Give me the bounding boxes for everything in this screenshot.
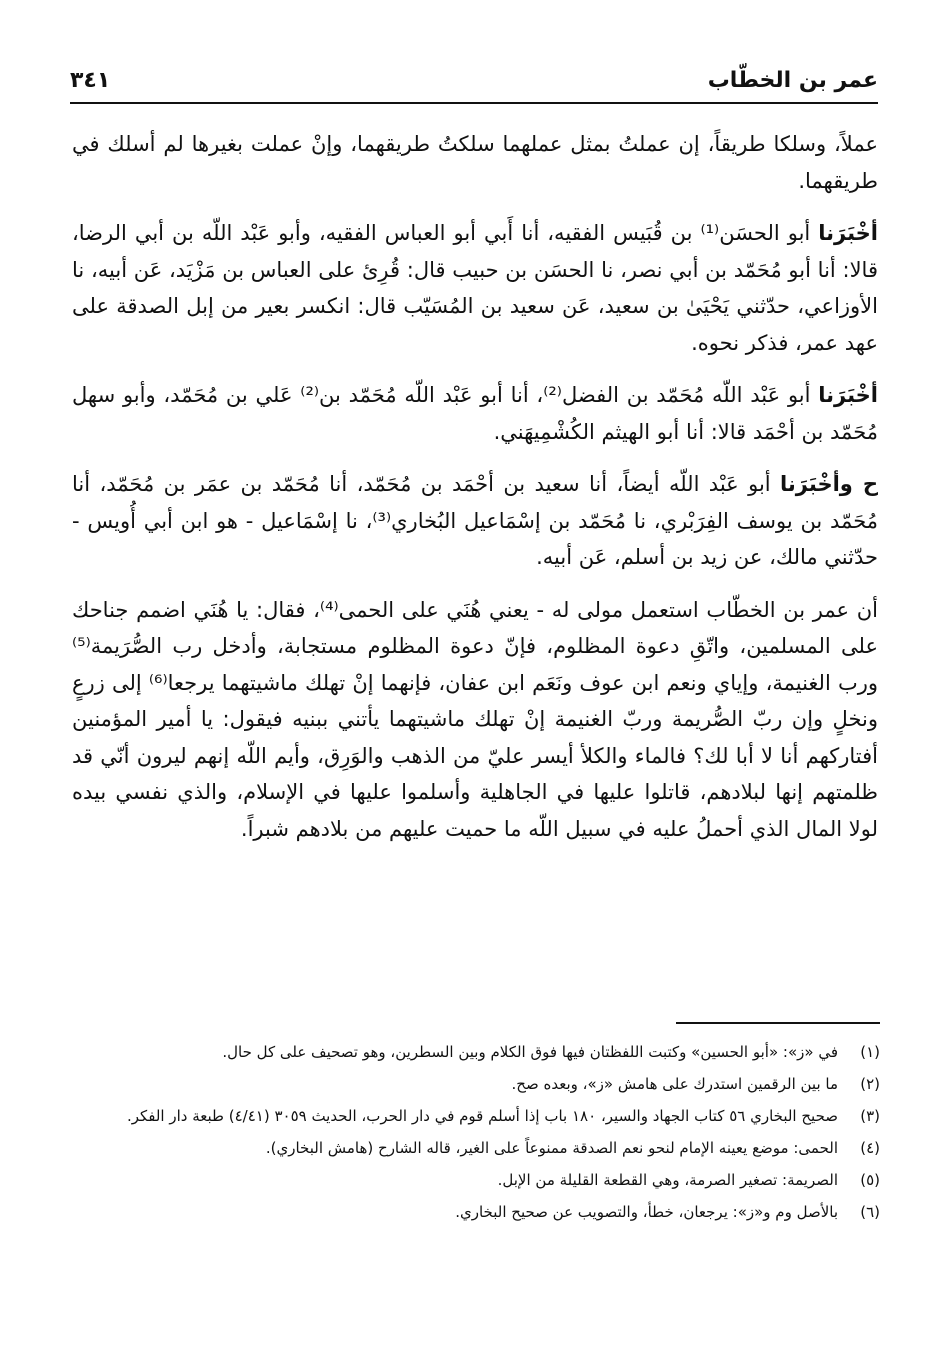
footnote [90,1200,880,1225]
footnote [90,1040,880,1065]
footnotes [90,1040,880,1232]
footnote-number: (٥) [860,1171,880,1189]
paragraph-lead: أخْبَرَنا [818,221,879,245]
footnote-text: الحمى: موضع يعينه الإمام لنحو نعم الصدقة ممنوعاً على الغير، قاله الشارح (هامش البخاري). [265,1139,838,1157]
paragraph-text: أن عمر بن الخطّاب استعمل مولى له - يعني هُنَي على الحمى⁽⁴⁾، فقال: يا هُنَي اضمم جناحك على المسلمين، واتّقِ دعوة المظلوم، فإنّ دعوة المظلوم مستجابة، وأدخل رب الصُّرَيمة⁽⁵⁾ ورب الغنيمة، وإياي ونعم ابن عوف ونَعَم ابن عفان، فإنهما إنْ تهلك ماشيتهما يرجعا⁽⁶⁾ إلى زرعٍ ونخلٍ وإن ربّ الصُّريمة وربّ الغنيمة إنْ تهلك ماشيتهما يأتني ببنيه فيقول: يا أمير المؤمنين أفتاركهم أنا لا أبا لك؟ فالماء والكلأ أيسر عليّ من الذهب والوَرِق، وأيم اللّه إنهم ليرون أنّي قد ظلمتهم إنها لبلادهم، قاتلوا عليها في الجاهلية وأسلموا عليها في الإسلام، والذي نفسي بيده لولا المال الذي أحملُ عليه في سبيل اللّه ما حميت عليهم من بلادهم شبراً. [72,597,878,841]
footnote-number: (٦) [860,1203,880,1221]
footnote-text: صحيح البخاري ٥٦ كتاب الجهاد والسير، ١٨٠ باب إذا أسلم قوم في دار الحرب، الحديث ٣٠٥٩ (٤/٤١) طبعة دار الفكر. [126,1107,838,1125]
paragraph-lead: ح وأخْبَرَنا [780,472,878,496]
main-text [72,126,878,847]
page-header [70,60,878,104]
paragraph [72,215,878,361]
paragraph-text: أبو عَبْد اللّه أيضاً، أنا سعيد بن أحْمَد بن مُحَمّد، أنا مُحَمّد بن عمَر بن مُحَمّد، أنا مُحَمّد بن يوسف الفِرَبْري، نا مُحَمّد بن إسْمَاعيل البُخاري⁽³⁾، نا إسْمَاعيل - هو ابن أبي أُويس - حدّثني مالك، عن زيد بن أسلم، عَن أبيه. [72,472,878,569]
footnote-text: بالأصل وم و«ز»: يرجعان، خطأ، والتصويب عن صحيح البخاري. [455,1203,838,1221]
footnote [90,1136,880,1161]
paragraph [72,592,878,848]
paragraph [72,466,878,576]
footnote-text: الصريمة: تصغير الصرمة، وهي القطعة القليلة من الإبل. [497,1171,838,1189]
footnote-divider [676,1022,880,1024]
paragraph [72,126,878,199]
paragraph [72,377,878,450]
paragraph-text: أبو عَبْد اللّه مُحَمّد بن الفضل⁽²⁾، أنا أبو عَبْد اللّه مُحَمّد بن⁽²⁾ عَلي بن مُحَمّد، وأبو سهل مُحَمّد بن أحْمَد قالا: أنا أبو الهيثم الكُشْمِيهَني. [72,383,878,444]
paragraph-text: عملاً، وسلكا طريقاً، إن عملتُ بمثل عملهما سلكتُ طريقهما، وإنْ عملت بغيرها لم أسلك في طريقهما. [72,132,878,193]
paragraph-lead: أخْبَرَنا [818,383,878,407]
running-title: عمر بن الخطّاب [707,68,878,93]
footnote-text: في «ز»: «أبو الحسين» وكتبت اللفظتان فيها فوق الكلام وبين السطرين، وهو تصحيف على كل حال. [222,1043,838,1061]
footnote [90,1104,880,1129]
paragraph-text: أبو الحسَن⁽¹⁾ بن قُبَيس الفقيه، أنا أَبي أبو العباس الفقيه، وأبو عَبْد اللّه بن أبي الرضا، قالا: أنا أبو مُحَمّد بن أبي نصر، نا الحسَن بن حبيب قال: قُرِئ على العباس بن مَزْيَد، عَن أبيه، نا الأوزاعي، حدّثني يَحْيَىٰ بن سعيد، عَن سعيد بن المُسَيّب قال: انكسر بعير من إبل الصدقة على عهد عمر، فذكر نحوه. [72,221,878,355]
footnote-number: (٢) [860,1075,880,1093]
footnote [90,1168,880,1193]
footnote-number: (٣) [860,1107,880,1125]
page-number: ٣٤١ [70,68,111,93]
footnote-text: ما بين الرقمين استدرك على هامش «ز»، وبعده صح. [511,1075,838,1093]
footnote-number: (١) [860,1043,880,1061]
footnote-number: (٤) [860,1139,880,1157]
footnote [90,1072,880,1097]
